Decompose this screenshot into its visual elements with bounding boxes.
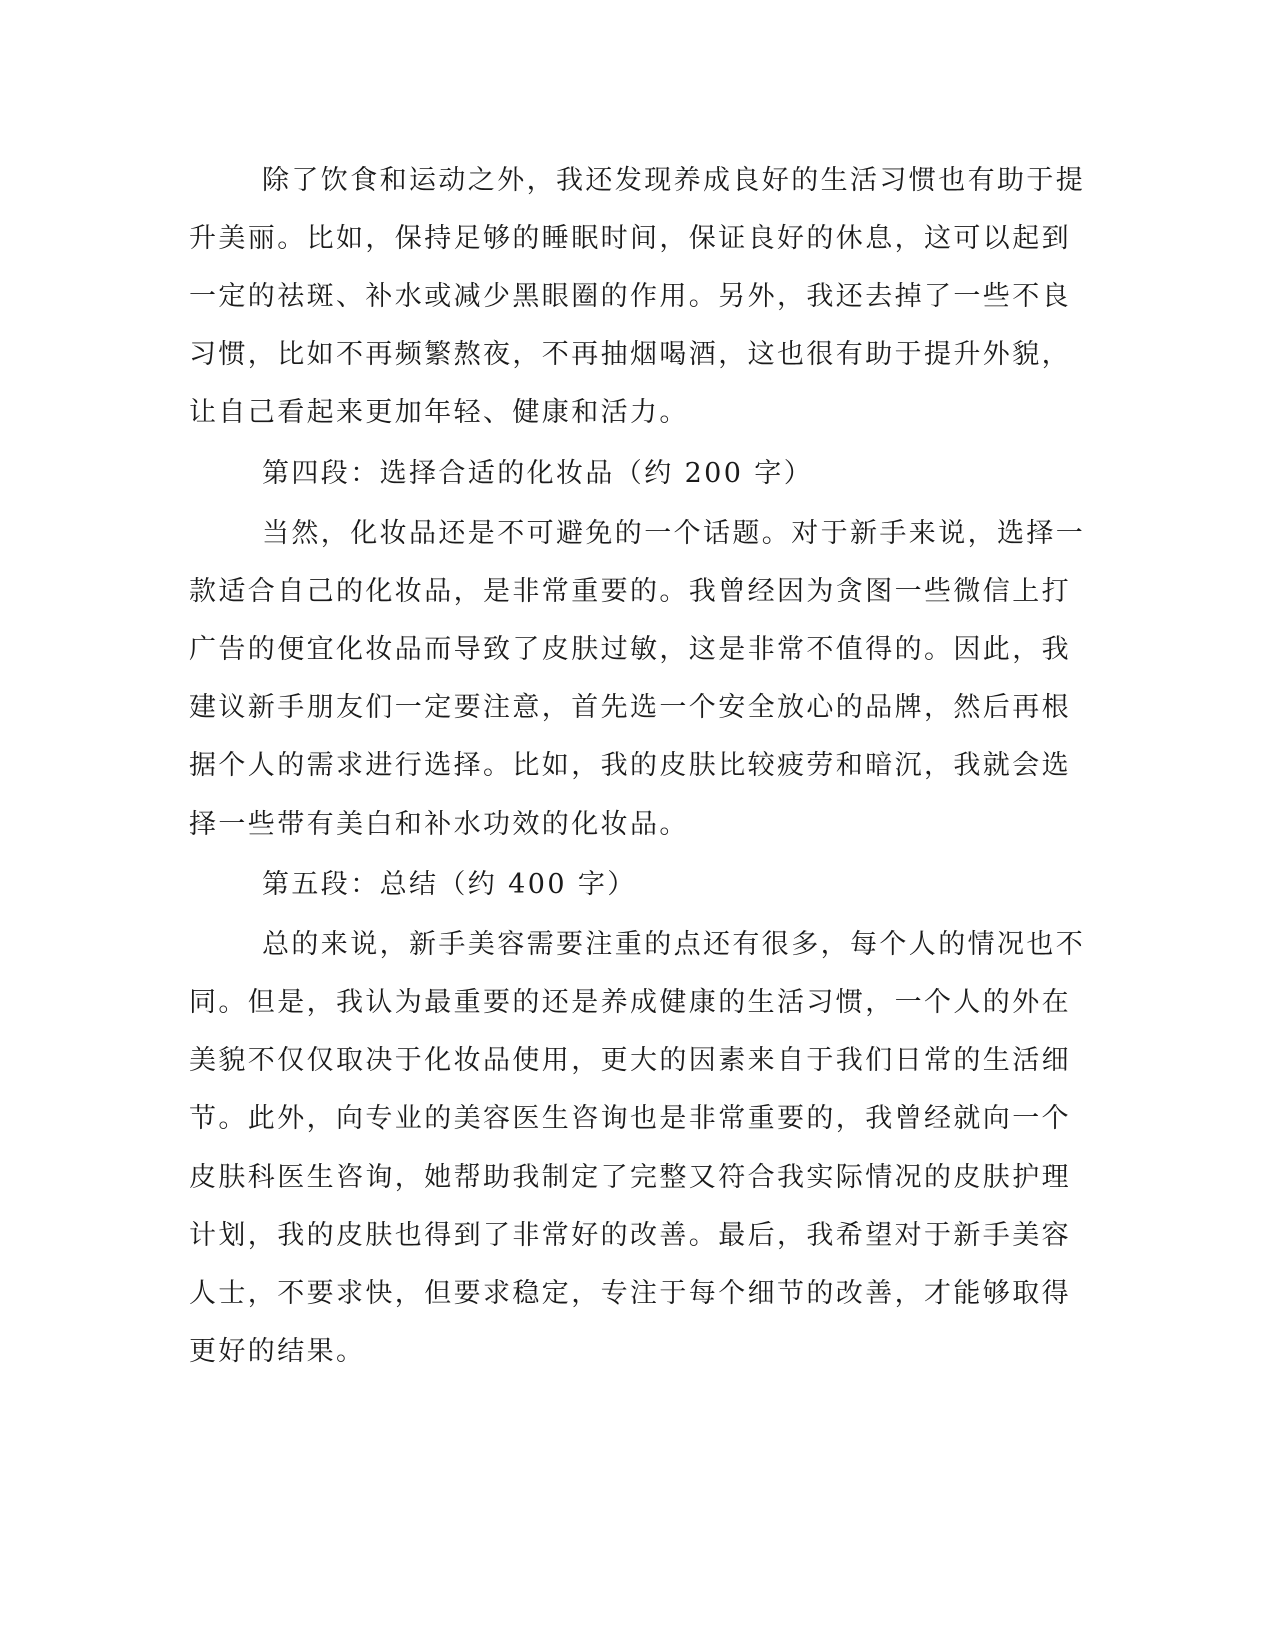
text-line: 一定的祛斑、补水或减少黑眼圈的作用。另外，我还去掉了一些不良 [189, 281, 1071, 312]
text-line: 让自己看起来更加年轻、健康和活力。 [189, 397, 689, 428]
section-heading-5: 第五段：总结（约 400 字） [262, 869, 637, 900]
text-line: 当然，化妆品还是不可避免的一个话题。对于新手来说，选择一 [262, 518, 1086, 549]
text-line: 除了饮食和运动之外，我还发现养成良好的生活习惯也有助于提 [262, 165, 1086, 196]
text-line: 建议新手朋友们一定要注意，首先选一个安全放心的品牌，然后再根 [189, 692, 1071, 723]
text-line: 款适合自己的化妆品，是非常重要的。我曾经因为贪图一些微信上打 [189, 576, 1071, 607]
text-line: 计划，我的皮肤也得到了非常好的改善。最后，我希望对于新手美容 [189, 1220, 1071, 1251]
text-line: 更好的结果。 [189, 1336, 366, 1367]
text-line: 人士，不要求快，但要求稳定，专注于每个细节的改善，才能够取得 [189, 1278, 1071, 1309]
text-line: 择一些带有美白和补水功效的化妆品。 [189, 809, 689, 840]
text-line: 美貌不仅仅取决于化妆品使用，更大的因素来自于我们日常的生活细 [189, 1045, 1071, 1076]
text-line: 升美丽。比如，保持足够的睡眠时间，保证良好的休息，这可以起到 [189, 223, 1071, 254]
text-line: 据个人的需求进行选择。比如，我的皮肤比较疲劳和暗沉，我就会选 [189, 750, 1071, 781]
section-heading-4: 第四段：选择合适的化妆品（约 200 字） [262, 458, 814, 489]
text-line: 皮肤科医生咨询，她帮助我制定了完整又符合我实际情况的皮肤护理 [189, 1162, 1071, 1193]
text-line: 总的来说，新手美容需要注重的点还有很多，每个人的情况也不 [262, 929, 1086, 960]
text-line: 广告的便宜化妆品而导致了皮肤过敏，这是非常不值得的。因此，我 [189, 634, 1071, 665]
text-line: 习惯，比如不再频繁熬夜，不再抽烟喝酒，这也很有助于提升外貌， [189, 339, 1071, 370]
text-line: 同。但是，我认为最重要的还是养成健康的生活习惯，一个人的外在 [189, 987, 1071, 1018]
text-line: 节。此外，向专业的美容医生咨询也是非常重要的，我曾经就向一个 [189, 1103, 1071, 1134]
